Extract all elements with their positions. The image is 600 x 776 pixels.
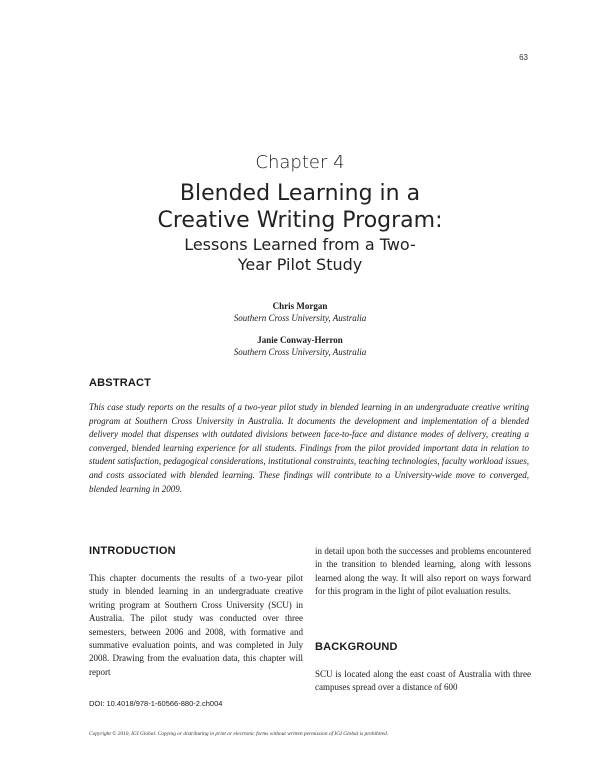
author-block — [0, 334, 600, 358]
abstract-heading: ABSTRACT — [89, 377, 152, 389]
right-column-text — [315, 545, 531, 599]
chapter-title — [0, 180, 600, 234]
chapter-subtitle — [0, 235, 600, 275]
copyright-notice: Copyright © 2010, IGI Global. Copying or distributing in print or electronic forms without written permission of IGI Global is prohibited. — [89, 731, 389, 737]
title-line: Blended Learning in a — [179, 181, 421, 206]
background-text — [315, 668, 531, 695]
introduction-heading: INTRODUCTION — [89, 545, 176, 557]
author-affiliation: Southern Cross University, Australia — [233, 313, 367, 323]
background-heading: BACKGROUND — [315, 641, 398, 653]
doi: DOI: 10.4018/978-1-60566-880-2.ch004 — [89, 699, 223, 708]
subtitle-line: Lessons Learned from a Two- — [184, 235, 416, 254]
author-name: Chris Morgan — [272, 301, 328, 311]
paragraph: SCU is located along the east coast of Australia with three campuses spread over a distance of 600 — [315, 669, 531, 693]
page-number: 63 — [519, 53, 528, 62]
paragraph: This chapter documents the results of a two-year pilot study in blended learning in an undergraduate creative writing program at Southern Cross University (SCU) in Australia. The pilot study was conducted over three semesters, between 2006 and 2008, with formative and summative evaluation points, and was completed in July 2008. Drawing from the evaluation data, this chapter will report — [89, 573, 303, 677]
author-name: Janie Conway-Herron — [257, 335, 343, 345]
abstract-text: This case study reports on the results of a two-year pilot study in blended learning in an undergraduate creative writing program at Southern Cross University in Australia. It documents the development and implementation of a blended delivery model that dispenses with outdated divisions between face-to-face and distance modes of delivery, creating a converged, blended learning experience for all students. Findings from the pilot provided important data in relation to student satisfaction, pedagogical considerations, institutional constraints, teaching technologies, faculty workload issues, and costs associated with blended learning. These findings will contribute to a University-wide move to converged, blended learning in 2009. — [89, 402, 529, 494]
title-line: Creative Writing Program: — [157, 208, 443, 233]
introduction-text — [89, 572, 303, 679]
author-affiliation: Southern Cross University, Australia — [233, 347, 367, 357]
chapter-label: Chapter 4 — [255, 152, 345, 173]
author-block — [0, 300, 600, 324]
subtitle-line: Year Pilot Study — [237, 255, 363, 274]
paragraph: in detail upon both the successes and problems encountered in the transition to blended learning, along with lessons learned along the way. It will also report on ways forward for this program in the light of pilot evaluation results. — [315, 546, 531, 597]
